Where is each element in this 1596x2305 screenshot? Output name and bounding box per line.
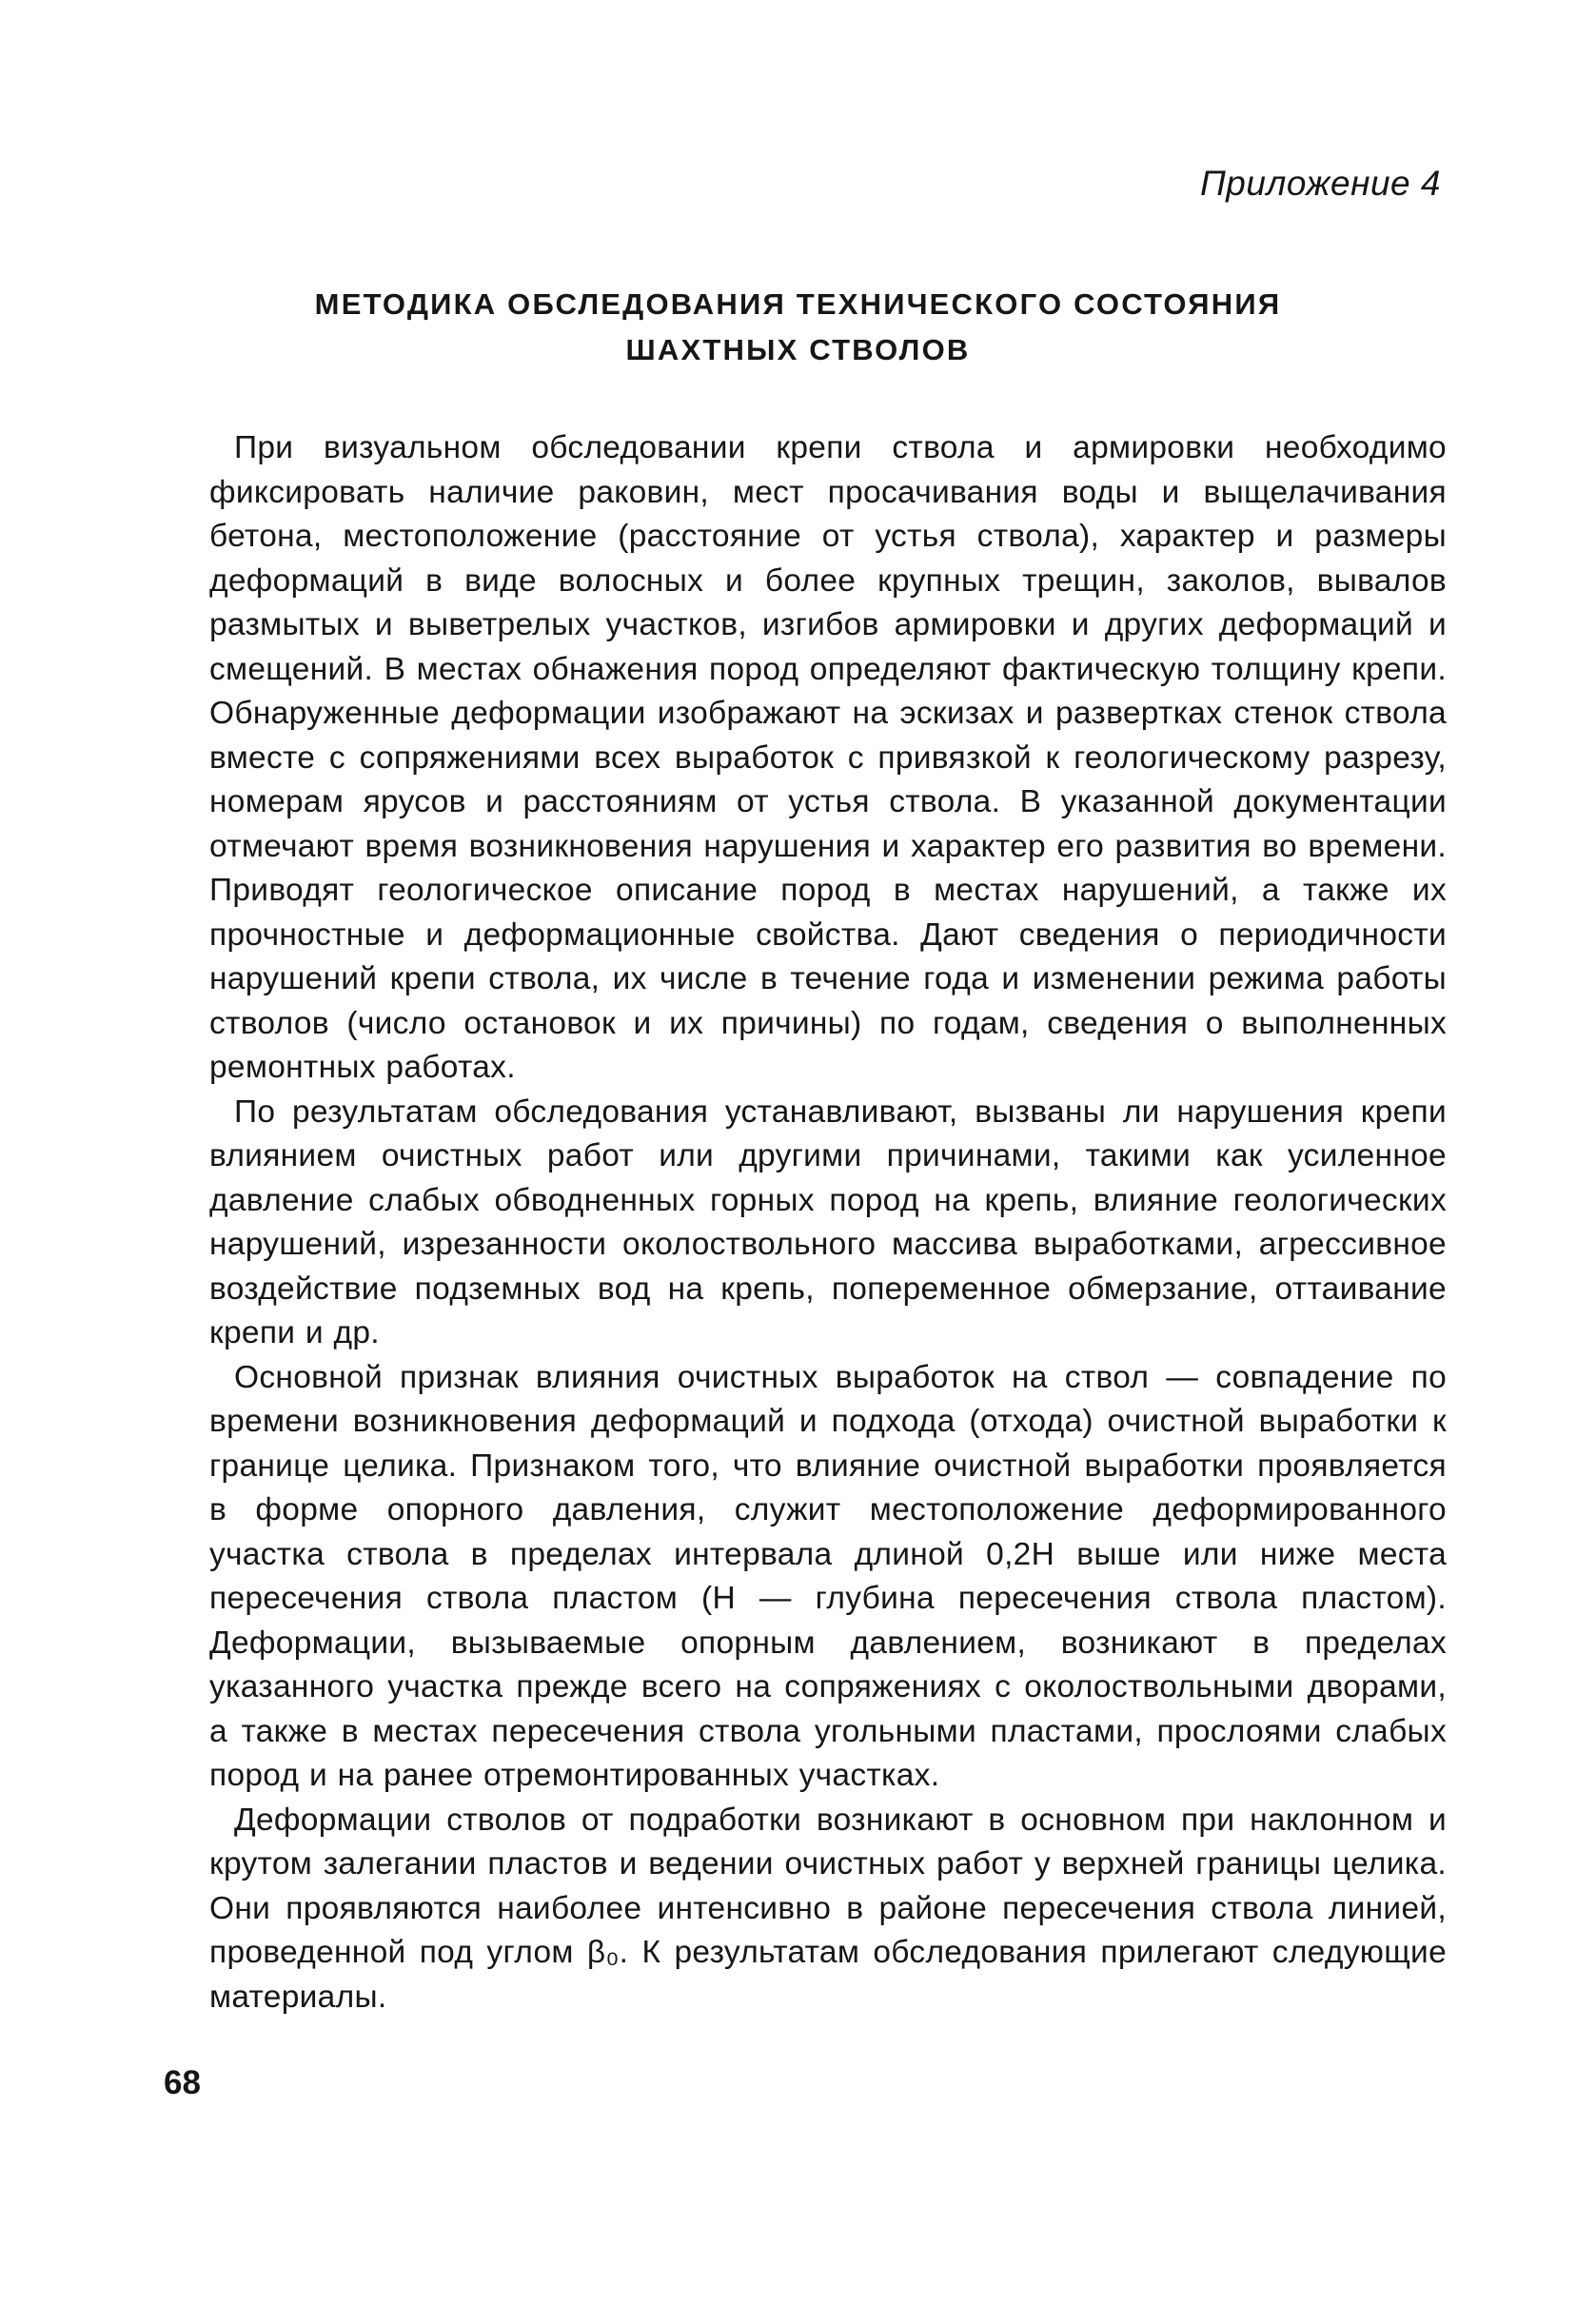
paragraph-3: Основной признак влияния очистных выработок на ствол — совпадение по времени возникновения деформаций и подхода (отхода) очистной выработки к границе целика. Признаком того, что влияние очистной выработки проявляется в форме опорного давления, служит местоположение деформированного участка ствола в пределах интервала длиной 0,2H выше или ниже места пересечения ствола пластом (H — глубина пересечения ствола пластом). Деформации, вызываемые опорным давлением, возникают в пределах указанного участка прежде всего на сопряжениях с околоствольными дворами, а также в местах пересечения ствола угольными пластами, прослоями слабых пород и на ранее отремонтированных участках. (209, 1359, 1447, 1793)
title-line-1: МЕТОДИКА ОБСЛЕДОВАНИЯ ТЕХНИЧЕСКОГО СОСТОЯНИЯ (314, 287, 1282, 321)
title-line-2: ШАХТНЫХ СТВОЛОВ (625, 333, 971, 366)
page-title (0, 282, 1596, 373)
paragraph-4: Деформации стволов от подработки возникают в основном при наклонном и крутом залегании пластов и ведении очистных работ у верхней границы целика. Они проявляются наиболее интенсивно в районе пересечения ствола линией, проведенной под углом β₀. К результатам обследования прилегают следующие материалы. (209, 1802, 1447, 2015)
paragraph-2: По результатам обследования устанавливают, вызваны ли нарушения крепи влиянием очистных работ или другими причинами, такими как усиленное давление слабых обводненных горных пород на крепь, влияние геологических нарушений, изрезанности околоствольного массива выработками, агрессивное воздействие подземных вод на крепь, попеременное обмерзание, оттаивание крепи и др. (209, 1093, 1447, 1350)
paragraph-1: При визуальном обследовании крепи ствола и армировки необходимо фиксировать наличие раковин, мест просачивания воды и выщелачивания бетона, местоположение (расстояние от устья ствола), характер и размеры деформаций в виде волосных и более крупных трещин, заколов, вывалов размытых и выветрелых участков, изгибов армировки и других деформаций и смещений. В местах обнажения пород определяют фактическую толщину крепи. Обнаруженные деформации изображают на эскизах и развертках стенок ствола вместе с сопряжениями всех выработок с привязкой к геологическому разрезу, номерам ярусов и расстояниям от устья ствола. В указанной документации отмечают время возникновения нарушения и характер его развития во времени. Приводят геологическое описание пород в местах нарушений, а также их прочностные и деформационные свойства. Дают сведения о периодичности нарушений крепи ствола, их числе в течение года и изменении режима работы стволов (число остановок и их причины) по годам, сведения о выполненных ремонтных работах. (209, 430, 1447, 1085)
body-text (209, 426, 1447, 2019)
page-number: 68 (164, 2064, 201, 2101)
appendix-label: Приложение 4 (1199, 164, 1441, 203)
